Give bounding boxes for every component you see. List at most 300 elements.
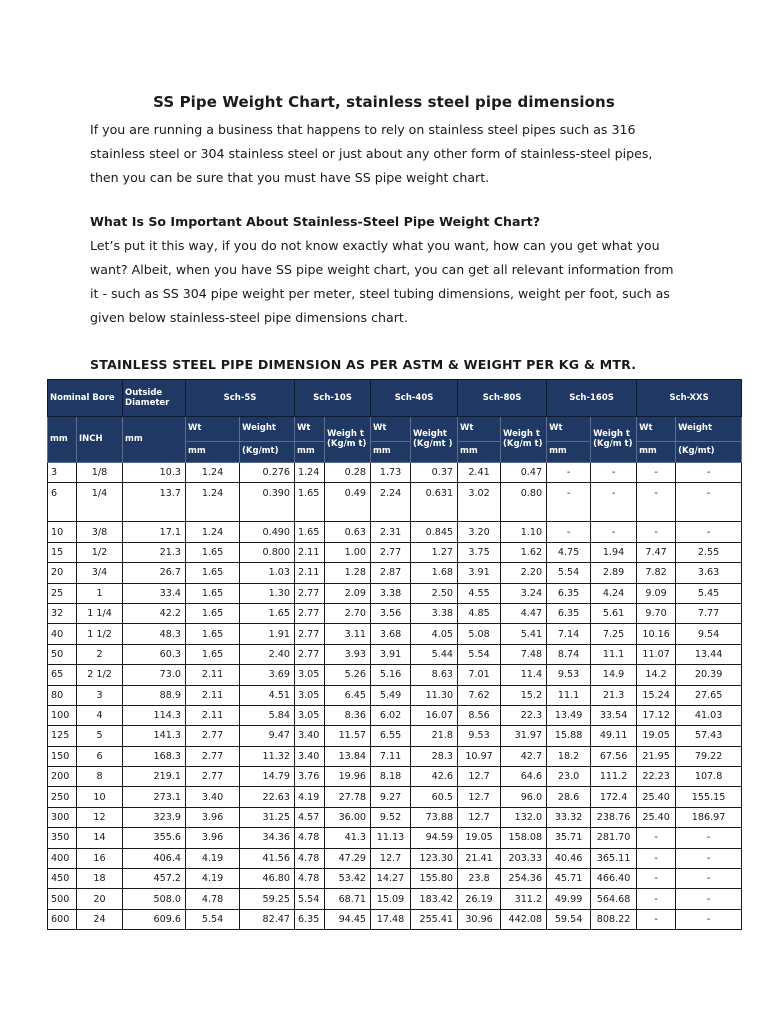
table-cell: 0.63 bbox=[325, 522, 371, 542]
table-cell: 3.11 bbox=[325, 624, 371, 644]
table-cell: 31.97 bbox=[501, 726, 547, 746]
table-row bbox=[48, 542, 742, 562]
table-cell: 132.0 bbox=[501, 807, 547, 827]
table-cell: 41.56 bbox=[240, 848, 295, 868]
table-cell: 1.65 bbox=[295, 522, 325, 542]
table-cell: 3.56 bbox=[371, 603, 411, 623]
table-cell: 203.33 bbox=[501, 848, 547, 868]
table-cell: 1.28 bbox=[325, 563, 371, 583]
table-cell: 300 bbox=[48, 807, 77, 827]
table-cell: 16.07 bbox=[411, 705, 458, 725]
table-cell: 26.19 bbox=[458, 889, 501, 909]
table-cell: 2.77 bbox=[295, 624, 325, 644]
table-cell: 12.7 bbox=[371, 848, 411, 868]
table-cell: 27.78 bbox=[325, 787, 371, 807]
table-cell: 1.24 bbox=[295, 463, 325, 483]
table-cell: 11.30 bbox=[411, 685, 458, 705]
table-cell: 2.11 bbox=[295, 563, 325, 583]
table-cell: 0.390 bbox=[240, 483, 295, 522]
table-cell: 6 bbox=[77, 746, 123, 766]
table-cell: 40.46 bbox=[547, 848, 591, 868]
table-cell: 6.55 bbox=[371, 726, 411, 746]
header-outside-diameter: Outside Diameter bbox=[123, 380, 186, 417]
table-cell: 10.97 bbox=[458, 746, 501, 766]
table-cell: 0.49 bbox=[325, 483, 371, 522]
table-cell: 33.4 bbox=[123, 583, 186, 603]
unit-header: mm bbox=[547, 442, 591, 463]
table-cell: 47.29 bbox=[325, 848, 371, 868]
table-cell: 200 bbox=[48, 767, 77, 787]
unit-header: mm bbox=[637, 442, 676, 463]
table-cell: 24 bbox=[77, 909, 123, 929]
table-cell: 355.6 bbox=[123, 828, 186, 848]
table-cell: 88.9 bbox=[123, 685, 186, 705]
table-cell: 13.49 bbox=[547, 705, 591, 725]
table-cell: - bbox=[676, 889, 742, 909]
table-cell: 1.10 bbox=[501, 522, 547, 542]
table-cell: 2.77 bbox=[295, 644, 325, 664]
table-cell: 11.1 bbox=[547, 685, 591, 705]
body-line: want? Albeit, when you have SS pipe weight chart, you can get all relevant information from bbox=[90, 262, 674, 277]
table-cell: 2.77 bbox=[186, 726, 240, 746]
table-cell: - bbox=[637, 869, 676, 889]
section-heading: What Is So Important About Stainless-Steel Pipe Weight Chart? bbox=[90, 214, 541, 229]
table-cell: 3.40 bbox=[186, 787, 240, 807]
table-cell: 2.77 bbox=[186, 767, 240, 787]
table-cell: 23.0 bbox=[547, 767, 591, 787]
table-cell: 19.05 bbox=[458, 828, 501, 848]
table-cell: 183.42 bbox=[411, 889, 458, 909]
table-cell: 57.43 bbox=[676, 726, 742, 746]
table-cell: 3 bbox=[77, 685, 123, 705]
table-row bbox=[48, 726, 742, 746]
table-cell: - bbox=[591, 483, 637, 522]
page-title: SS Pipe Weight Chart, stainless steel pipe dimensions bbox=[153, 93, 615, 111]
table-cell: 13.84 bbox=[325, 746, 371, 766]
table-cell: - bbox=[676, 909, 742, 929]
table-cell: 3.75 bbox=[458, 542, 501, 562]
table-cell: 73.88 bbox=[411, 807, 458, 827]
table-cell: 3.93 bbox=[325, 644, 371, 664]
table-cell: 0.276 bbox=[240, 463, 295, 483]
table-cell: - bbox=[547, 522, 591, 542]
unit-header: mm bbox=[186, 442, 240, 463]
table-cell: 281.70 bbox=[591, 828, 637, 848]
header-sch-10s: Sch-10S bbox=[295, 380, 371, 417]
table-cell: 4.24 bbox=[591, 583, 637, 603]
table-cell: 18 bbox=[77, 869, 123, 889]
table-row bbox=[48, 767, 742, 787]
table-cell: 250 bbox=[48, 787, 77, 807]
table-cell: 219.1 bbox=[123, 767, 186, 787]
body-paragraph bbox=[90, 234, 690, 330]
table-cell: 3.96 bbox=[186, 807, 240, 827]
table-cell: 7.82 bbox=[637, 563, 676, 583]
table-cell: 50 bbox=[48, 644, 77, 664]
table-cell: 10.3 bbox=[123, 463, 186, 483]
table-cell: 36.00 bbox=[325, 807, 371, 827]
table-cell: 1.73 bbox=[371, 463, 411, 483]
table-cell: 808.22 bbox=[591, 909, 637, 929]
table-cell: 3.05 bbox=[295, 685, 325, 705]
table-cell: 15.2 bbox=[501, 685, 547, 705]
table-cell: 6.35 bbox=[295, 909, 325, 929]
table-row bbox=[48, 869, 742, 889]
unit-header: (Kg/mt) bbox=[240, 442, 295, 463]
table-title: STAINLESS STEEL PIPE DIMENSION AS PER ASTM & WEIGHT PER KG & MTR. bbox=[90, 357, 637, 372]
table-cell: 1.65 bbox=[186, 644, 240, 664]
table-cell: 255.41 bbox=[411, 909, 458, 929]
table-cell: 350 bbox=[48, 828, 77, 848]
table-cell: 19.96 bbox=[325, 767, 371, 787]
unit-header: Weigh t (Kg/m t) bbox=[325, 417, 371, 463]
table-cell: 1.65 bbox=[186, 624, 240, 644]
table-cell: 6.45 bbox=[325, 685, 371, 705]
table-cell: 13.44 bbox=[676, 644, 742, 664]
table-cell: 1.68 bbox=[411, 563, 458, 583]
unit-header: Weight bbox=[240, 417, 295, 442]
table-cell: 7.01 bbox=[458, 665, 501, 685]
table-cell: 25.40 bbox=[637, 807, 676, 827]
table-cell: 442.08 bbox=[501, 909, 547, 929]
table-cell: - bbox=[676, 483, 742, 522]
table-body bbox=[48, 463, 742, 930]
table-cell: 7.48 bbox=[501, 644, 547, 664]
table-cell: 123.30 bbox=[411, 848, 458, 868]
table-cell: 4.57 bbox=[295, 807, 325, 827]
table-cell: 2 bbox=[77, 644, 123, 664]
table-cell: 1.65 bbox=[186, 603, 240, 623]
table-cell: 273.1 bbox=[123, 787, 186, 807]
table-cell: 41.3 bbox=[325, 828, 371, 848]
table-cell: 33.54 bbox=[591, 705, 637, 725]
table-cell: 5 bbox=[77, 726, 123, 746]
table-cell: 4.55 bbox=[458, 583, 501, 603]
table-cell: 4.19 bbox=[186, 869, 240, 889]
table-cell: 9.54 bbox=[676, 624, 742, 644]
table-cell: 22.63 bbox=[240, 787, 295, 807]
table-cell: 5.45 bbox=[676, 583, 742, 603]
table-cell: 1 bbox=[77, 583, 123, 603]
table-cell: 14.79 bbox=[240, 767, 295, 787]
table-cell: 27.65 bbox=[676, 685, 742, 705]
table-cell: 1.65 bbox=[240, 603, 295, 623]
table-cell: 82.47 bbox=[240, 909, 295, 929]
table-cell: 2.55 bbox=[676, 542, 742, 562]
table-row bbox=[48, 563, 742, 583]
table-row bbox=[48, 665, 742, 685]
table-cell: 311.2 bbox=[501, 889, 547, 909]
table-cell: 73.0 bbox=[123, 665, 186, 685]
table-cell: 3.40 bbox=[295, 726, 325, 746]
table-cell: 8.56 bbox=[458, 705, 501, 725]
table-cell: 12.7 bbox=[458, 787, 501, 807]
table-row bbox=[48, 583, 742, 603]
table-cell: 5.54 bbox=[186, 909, 240, 929]
table-cell: 2.41 bbox=[458, 463, 501, 483]
table-cell: 1.62 bbox=[501, 542, 547, 562]
table-cell: 400 bbox=[48, 848, 77, 868]
unit-header: Wt bbox=[458, 417, 501, 442]
table-cell: 3.38 bbox=[371, 583, 411, 603]
table-cell: 3 bbox=[48, 463, 77, 483]
table-cell: 107.8 bbox=[676, 767, 742, 787]
table-cell: 2.77 bbox=[186, 746, 240, 766]
table-cell: 1 1/2 bbox=[77, 624, 123, 644]
intro-line: then you can be sure that you must have SS pipe weight chart. bbox=[90, 170, 490, 185]
table-cell: 2.24 bbox=[371, 483, 411, 522]
table-cell: 79.22 bbox=[676, 746, 742, 766]
table-cell: 457.2 bbox=[123, 869, 186, 889]
table-cell: - bbox=[591, 463, 637, 483]
table-cell: 2 1/2 bbox=[77, 665, 123, 685]
table-cell: 21.3 bbox=[123, 542, 186, 562]
table-cell: 1.91 bbox=[240, 624, 295, 644]
table-cell: 49.99 bbox=[547, 889, 591, 909]
table-cell: 8.18 bbox=[371, 767, 411, 787]
table-cell: 46.80 bbox=[240, 869, 295, 889]
table-cell: 9.09 bbox=[637, 583, 676, 603]
header-sch-160s: Sch-160S bbox=[547, 380, 637, 417]
table-cell: 4.85 bbox=[458, 603, 501, 623]
table-cell: 3.76 bbox=[295, 767, 325, 787]
table-cell: 1.94 bbox=[591, 542, 637, 562]
table-cell: 1.65 bbox=[186, 563, 240, 583]
table-cell: 11.4 bbox=[501, 665, 547, 685]
table-cell: 8.74 bbox=[547, 644, 591, 664]
table-cell: 3.24 bbox=[501, 583, 547, 603]
table-cell: 2.89 bbox=[591, 563, 637, 583]
table-cell: 9.53 bbox=[458, 726, 501, 746]
table-cell: - bbox=[637, 463, 676, 483]
table-cell: 1.24 bbox=[186, 463, 240, 483]
table-cell: 6 bbox=[48, 483, 77, 522]
table-cell: 3.96 bbox=[186, 828, 240, 848]
table-cell: 67.56 bbox=[591, 746, 637, 766]
table-cell: 155.80 bbox=[411, 869, 458, 889]
table-cell: 32 bbox=[48, 603, 77, 623]
table-cell: 42.2 bbox=[123, 603, 186, 623]
unit-header: mm bbox=[371, 442, 411, 463]
table-cell: - bbox=[547, 463, 591, 483]
table-cell: - bbox=[637, 483, 676, 522]
table-cell: - bbox=[637, 828, 676, 848]
table-cell: 158.08 bbox=[501, 828, 547, 848]
unit-header: Wt bbox=[186, 417, 240, 442]
table-cell: - bbox=[676, 848, 742, 868]
table-cell: - bbox=[637, 522, 676, 542]
table-cell: 18.2 bbox=[547, 746, 591, 766]
unit-header: INCH bbox=[77, 417, 123, 463]
table-row bbox=[48, 685, 742, 705]
table-cell: 10 bbox=[77, 787, 123, 807]
table-cell: 59.54 bbox=[547, 909, 591, 929]
table-cell: 42.6 bbox=[411, 767, 458, 787]
table-cell: 3.91 bbox=[371, 644, 411, 664]
table-cell: 7.62 bbox=[458, 685, 501, 705]
table-cell: 60.5 bbox=[411, 787, 458, 807]
table-cell: 28.6 bbox=[547, 787, 591, 807]
table-cell: 15.09 bbox=[371, 889, 411, 909]
body-line: it - such as SS 304 pipe weight per meter, steel tubing dimensions, weight per foot, such as bbox=[90, 286, 670, 301]
table-cell: 8.36 bbox=[325, 705, 371, 725]
table-cell: 4.19 bbox=[186, 848, 240, 868]
table-cell: 28.3 bbox=[411, 746, 458, 766]
table-cell: 2.11 bbox=[186, 685, 240, 705]
table-cell: 8 bbox=[77, 767, 123, 787]
table-cell: 21.8 bbox=[411, 726, 458, 746]
table-group-header-row bbox=[48, 380, 742, 417]
table-cell: 4.47 bbox=[501, 603, 547, 623]
table-cell: 186.97 bbox=[676, 807, 742, 827]
table-cell: 20.39 bbox=[676, 665, 742, 685]
table-row bbox=[48, 828, 742, 848]
table-cell: - bbox=[676, 522, 742, 542]
table-cell: 9.53 bbox=[547, 665, 591, 685]
table-cell: 1.00 bbox=[325, 542, 371, 562]
table-cell: 2.40 bbox=[240, 644, 295, 664]
table-cell: 11.57 bbox=[325, 726, 371, 746]
table-cell: 17.1 bbox=[123, 522, 186, 542]
table-row bbox=[48, 746, 742, 766]
unit-header: mm bbox=[123, 417, 186, 463]
table-cell: 1.65 bbox=[186, 542, 240, 562]
intro-line: If you are running a business that happens to rely on stainless steel pipes such as 316 bbox=[90, 122, 636, 137]
table-cell: - bbox=[591, 522, 637, 542]
table-cell: 13.7 bbox=[123, 483, 186, 522]
table-row bbox=[48, 787, 742, 807]
unit-header: mm bbox=[48, 417, 77, 463]
table-cell: 114.3 bbox=[123, 705, 186, 725]
table-cell: 45.71 bbox=[547, 869, 591, 889]
table-cell: 508.0 bbox=[123, 889, 186, 909]
header-sch-xxs: Sch-XXS bbox=[637, 380, 742, 417]
table-cell: 1 1/4 bbox=[77, 603, 123, 623]
pipe-dimension-table bbox=[47, 379, 742, 930]
unit-header: Weight (Kg/mt ) bbox=[411, 417, 458, 463]
table-cell: 111.2 bbox=[591, 767, 637, 787]
table-cell: 2.50 bbox=[411, 583, 458, 603]
table-cell: 150 bbox=[48, 746, 77, 766]
table-cell: 564.68 bbox=[591, 889, 637, 909]
table-cell: 3.05 bbox=[295, 665, 325, 685]
table-cell: 5.49 bbox=[371, 685, 411, 705]
table-cell: 168.3 bbox=[123, 746, 186, 766]
table-row bbox=[48, 644, 742, 664]
header-nominal-bore: Nominal Bore bbox=[48, 380, 123, 417]
table-cell: 365.11 bbox=[591, 848, 637, 868]
unit-header: Wt bbox=[547, 417, 591, 442]
table-cell: 20 bbox=[48, 563, 77, 583]
table-cell: 2.11 bbox=[186, 665, 240, 685]
unit-header: Weigh t (Kg/m t) bbox=[501, 417, 547, 463]
table-cell: 1.30 bbox=[240, 583, 295, 603]
table-cell: 7.25 bbox=[591, 624, 637, 644]
table-cell: 4.05 bbox=[411, 624, 458, 644]
header-sch-40s: Sch-40S bbox=[371, 380, 458, 417]
table-cell: 48.3 bbox=[123, 624, 186, 644]
table-row bbox=[48, 807, 742, 827]
table-cell: 2.77 bbox=[371, 542, 411, 562]
table-cell: 238.76 bbox=[591, 807, 637, 827]
table-cell: 5.44 bbox=[411, 644, 458, 664]
intro-line: stainless steel or 304 stainless steel or just about any other form of stainless-steel pipes, bbox=[90, 146, 653, 161]
table-cell: 7.47 bbox=[637, 542, 676, 562]
table-cell: 20 bbox=[77, 889, 123, 909]
table-cell: 2.11 bbox=[186, 705, 240, 725]
table-cell: - bbox=[637, 848, 676, 868]
table-cell: 7.11 bbox=[371, 746, 411, 766]
table-cell: 10 bbox=[48, 522, 77, 542]
table-cell: 4.78 bbox=[186, 889, 240, 909]
table-cell: - bbox=[676, 828, 742, 848]
table-cell: 0.800 bbox=[240, 542, 295, 562]
table-row bbox=[48, 889, 742, 909]
table-cell: 500 bbox=[48, 889, 77, 909]
table-row bbox=[48, 483, 742, 522]
table-cell: 155.15 bbox=[676, 787, 742, 807]
table-cell: 1.27 bbox=[411, 542, 458, 562]
table-cell: 3.69 bbox=[240, 665, 295, 685]
table-cell: 11.13 bbox=[371, 828, 411, 848]
table-cell: 4.78 bbox=[295, 869, 325, 889]
table-row bbox=[48, 624, 742, 644]
table-cell: 0.80 bbox=[501, 483, 547, 522]
table-cell: 94.59 bbox=[411, 828, 458, 848]
table-cell: 65 bbox=[48, 665, 77, 685]
table-cell: 3.91 bbox=[458, 563, 501, 583]
table-cell: 96.0 bbox=[501, 787, 547, 807]
table-cell: 2.70 bbox=[325, 603, 371, 623]
intro-paragraph bbox=[90, 118, 690, 190]
table-cell: 15.88 bbox=[547, 726, 591, 746]
header-sch-5s: Sch-5S bbox=[186, 380, 295, 417]
table-cell: 7.77 bbox=[676, 603, 742, 623]
table-cell: 31.25 bbox=[240, 807, 295, 827]
table-cell: 0.845 bbox=[411, 522, 458, 542]
table-cell: 3/8 bbox=[77, 522, 123, 542]
body-line: Let’s put it this way, if you do not know exactly what you want, how can you get what you bbox=[90, 238, 660, 253]
table-cell: 2.77 bbox=[295, 603, 325, 623]
table-cell: 0.47 bbox=[501, 463, 547, 483]
table-cell: 68.71 bbox=[325, 889, 371, 909]
table-cell: 9.52 bbox=[371, 807, 411, 827]
unit-header: Weight bbox=[676, 417, 742, 442]
table-cell: 4.78 bbox=[295, 848, 325, 868]
table-cell: 41.03 bbox=[676, 705, 742, 725]
table-cell: 1.24 bbox=[186, 483, 240, 522]
table-cell: 25.40 bbox=[637, 787, 676, 807]
table-cell: 12 bbox=[77, 807, 123, 827]
table-cell: 3.02 bbox=[458, 483, 501, 522]
table-cell: 406.4 bbox=[123, 848, 186, 868]
table-row bbox=[48, 705, 742, 725]
unit-header: Wt bbox=[371, 417, 411, 442]
table-cell: 30.96 bbox=[458, 909, 501, 929]
table-cell: 1/8 bbox=[77, 463, 123, 483]
table-cell: 4.51 bbox=[240, 685, 295, 705]
table-cell: - bbox=[547, 483, 591, 522]
table-cell: 53.42 bbox=[325, 869, 371, 889]
table-cell: 12.7 bbox=[458, 807, 501, 827]
table-cell: 5.26 bbox=[325, 665, 371, 685]
table-cell: 9.70 bbox=[637, 603, 676, 623]
table-cell: 19.05 bbox=[637, 726, 676, 746]
table-cell: 80 bbox=[48, 685, 77, 705]
table-cell: 9.27 bbox=[371, 787, 411, 807]
table-cell: 17.12 bbox=[637, 705, 676, 725]
table-cell: 4.75 bbox=[547, 542, 591, 562]
